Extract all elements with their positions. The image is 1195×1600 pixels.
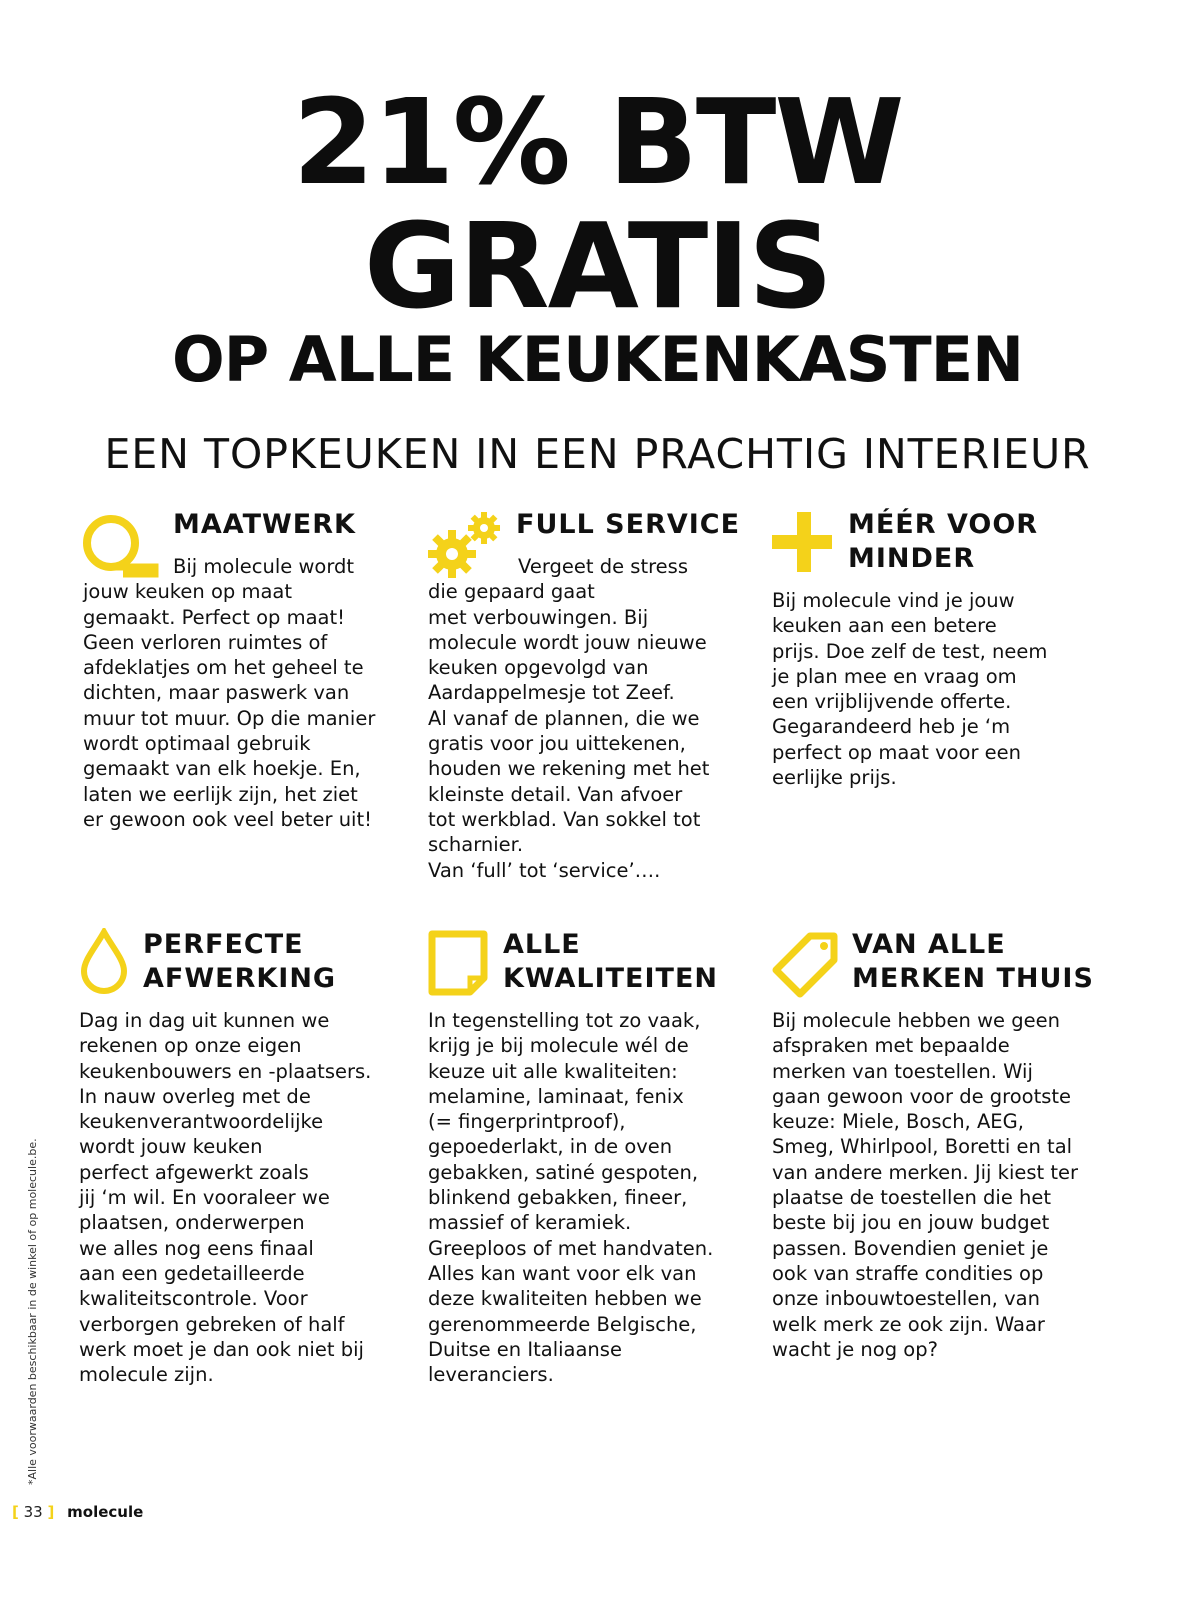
brand-name: molecule (67, 1503, 144, 1521)
feature-body: In tegenstelling tot zo vaak, krijg je bij molecule wél de keuze uit alle kwaliteiten: melamine, laminaat, fenix (= fingerprintproof), gepoederlakt, in de oven gebakken, satiné gespoten, blinkend gebakken, fineer, massief of keramiek. Greeploos of met handvaten. Alles kan want voor elk van deze kwaliteiten hebben we gerenommeerde Belgische, Duitse en Italiaanse leveranciers. (428, 1009, 714, 1387)
subtitle: EEN TOPKEUKEN IN EEN PRACHTIG INTERIEUR (104, 430, 1091, 478)
page-footer: [ 33 ] molecule (12, 1503, 144, 1521)
tag-icon (772, 928, 840, 998)
headline-vat: 21% BTW (292, 73, 903, 211)
feature-title: MAATWERK (173, 509, 356, 540)
feature-perfecte-afwerking (79, 928, 409, 1388)
feature-alle-kwaliteiten (428, 928, 758, 1388)
feature-title: VAN ALLE MERKEN THUIS (852, 929, 1094, 994)
feature-title: FULL SERVICE (516, 509, 741, 540)
feature-van-alle-merken (772, 928, 1102, 1368)
headline-free: GRATIS (363, 197, 832, 335)
plus-icon (772, 508, 836, 572)
feature-title: PERFECTE AFWERKING (143, 929, 337, 994)
feature-maatwerk (83, 508, 413, 838)
square-note-icon (428, 928, 492, 996)
feature-body: Vergeet de stress die gepaard gaat met verbouwingen. Bij molecule wordt jouw nieuwe keuken opgevolgd van Aardappelmesje tot Zeef. Al vanaf de plannen, die we gratis voor jou uittekenen, houden we rekening met het kleinste detail. Van afvoer tot werkblad. Van sokkel tot scharnier. Van ‘full’ tot ‘service’…. (428, 555, 710, 882)
feature-full-service (428, 508, 758, 888)
drop-icon (79, 928, 129, 994)
page-number: 33 (23, 1503, 43, 1521)
feature-body: Bij molecule hebben we geen afspraken met bepaalde merken van toestellen. Wij gaan gewoon voor de grootste keuze: Miele, Bosch, AEG, Smeg, Whirlpool, Boretti en tal van andere merken. Jij kiest ter plaatse de toestellen die het beste bij jou en jouw budget passen. Bovendien geniet je ook van straffe condities op onze inbouwtoestellen, van welk merk ze ook zijn. Waar wacht je nog op? (772, 1009, 1079, 1361)
feature-title: ALLE KWALITEITEN (503, 929, 719, 994)
feature-body: Bij molecule wordt jouw keuken op maat gemaakt. Perfect op maat! Geen verloren ruimtes of afdeklatjes om het geheel te dichten, maar paswerk van muur tot muur. Op die manier wordt optimaal gebruik gemaakt van elk hoekje. En, laten we eerlijk zijn, het ziet er gewoon ook veel beter uit! (83, 555, 376, 831)
feature-meer-voor-minder (772, 508, 1102, 798)
headline-cabinets: OP ALLE KEUKENKASTEN (172, 323, 1023, 396)
feature-body: Bij molecule vind je jouw keuken aan een betere prijs. Doe zelf de test, neem je plan mee en vraag om een vrijblijvende offerte. Gegarandeerd heb je ‘m perfect op maat voor een eerlijke prijs. (772, 589, 1048, 790)
terms-note: *Alle voorwaarden beschikbaar in de winkel of op molecule.be. (26, 1138, 39, 1485)
feature-title: MÉÉR VOOR MINDER (848, 509, 1039, 574)
feature-body: Dag in dag uit kunnen we rekenen op onze eigen keukenbouwers en -plaatsers. In nauw overleg met de keukenverantwoordelijke wordt jouw keuken perfect afgewerkt zoals jij ‘m wil. En vooraleer we plaatsen, onderwerpen we alles nog eens finaal aan een gedetailleerde kwaliteitscontrole. Voor verborgen gebreken of half werk moet je dan ook niet bij molecule zijn. (79, 1009, 372, 1387)
